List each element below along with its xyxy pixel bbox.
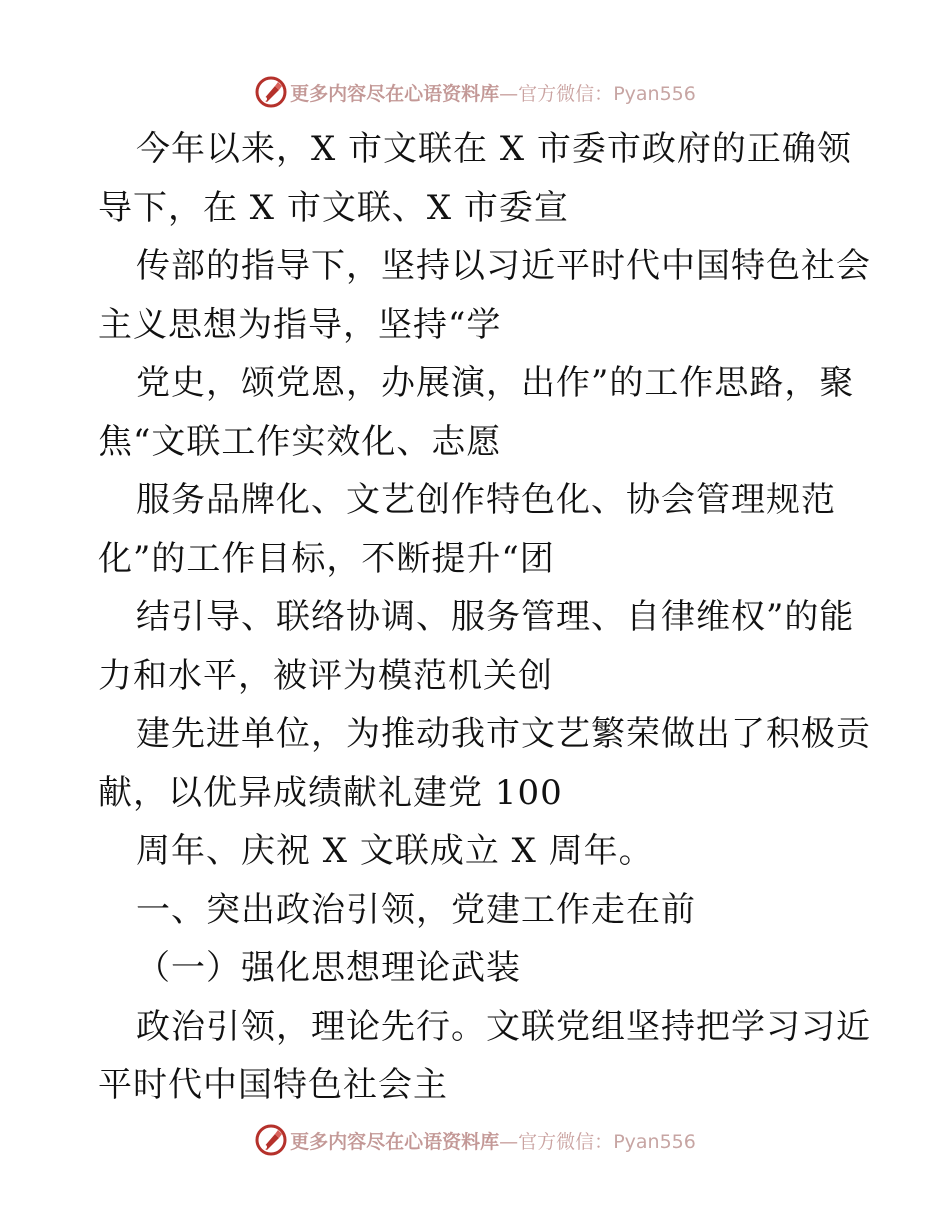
watermark-id: Pyan556: [613, 82, 696, 105]
paragraph-line: 化”的工作目标，不断提升“团: [98, 538, 555, 579]
paragraph-line: 周年、庆祝 X 文联成立 X 周年。: [136, 831, 654, 871]
paragraph-line: 今年以来，X 市文联在 X 市委市政府的正确领: [136, 129, 852, 169]
paragraph-line: 服务品牌化、文艺创作特色化、协会管理规范: [136, 480, 836, 520]
watermark-id: Pyan556: [613, 1130, 696, 1153]
paragraph-line: 力和水平，被评为模范机关创: [98, 655, 553, 696]
pen-logo-icon: [254, 75, 288, 109]
watermark-rest: —官方微信：: [499, 82, 614, 105]
paragraph-line: （一）强化思想理论武装: [136, 948, 521, 988]
paragraph-line: 主义思想为指导，坚持“学: [98, 304, 502, 345]
paragraph-line: 献，以优异成绩献礼建党 100: [98, 772, 563, 813]
watermark-text: [290, 79, 696, 106]
paragraph-line: 建先进单位，为推动我市文艺繁荣做出了积极贡: [136, 714, 871, 754]
watermark-rest: —官方微信：: [499, 1130, 614, 1153]
watermark-lead: 更多内容尽在心语资料库: [290, 82, 500, 105]
paragraph-line: 政治引领，理论先行。文联党组坚持把学习习近: [136, 1006, 871, 1047]
pen-logo-icon: [254, 1123, 288, 1157]
watermark-lead: 更多内容尽在心语资料库: [290, 1130, 500, 1153]
paragraph-line: 党史，颂党恩，办展演，出作”的工作思路，聚: [136, 363, 855, 403]
document-body: [98, 120, 871, 1115]
paragraph-line: 传部的指导下，坚持以习近平时代中国特色社会: [136, 246, 871, 286]
header-watermark: [0, 72, 950, 112]
paragraph-line: 焦“文联工作实效化、志愿: [98, 421, 502, 462]
paragraph-line: 一、突出政治引领，党建工作走在前: [136, 889, 696, 930]
watermark-text: [290, 1127, 696, 1154]
footer-watermark: [0, 1120, 950, 1160]
paragraph-line: 平时代中国特色社会主: [98, 1065, 448, 1105]
paragraph-line: 导下，在 X 市文联、X 市委宣: [98, 187, 569, 228]
paragraph-line: 结引导、联络协调、服务管理、自律维权”的能: [136, 597, 855, 637]
